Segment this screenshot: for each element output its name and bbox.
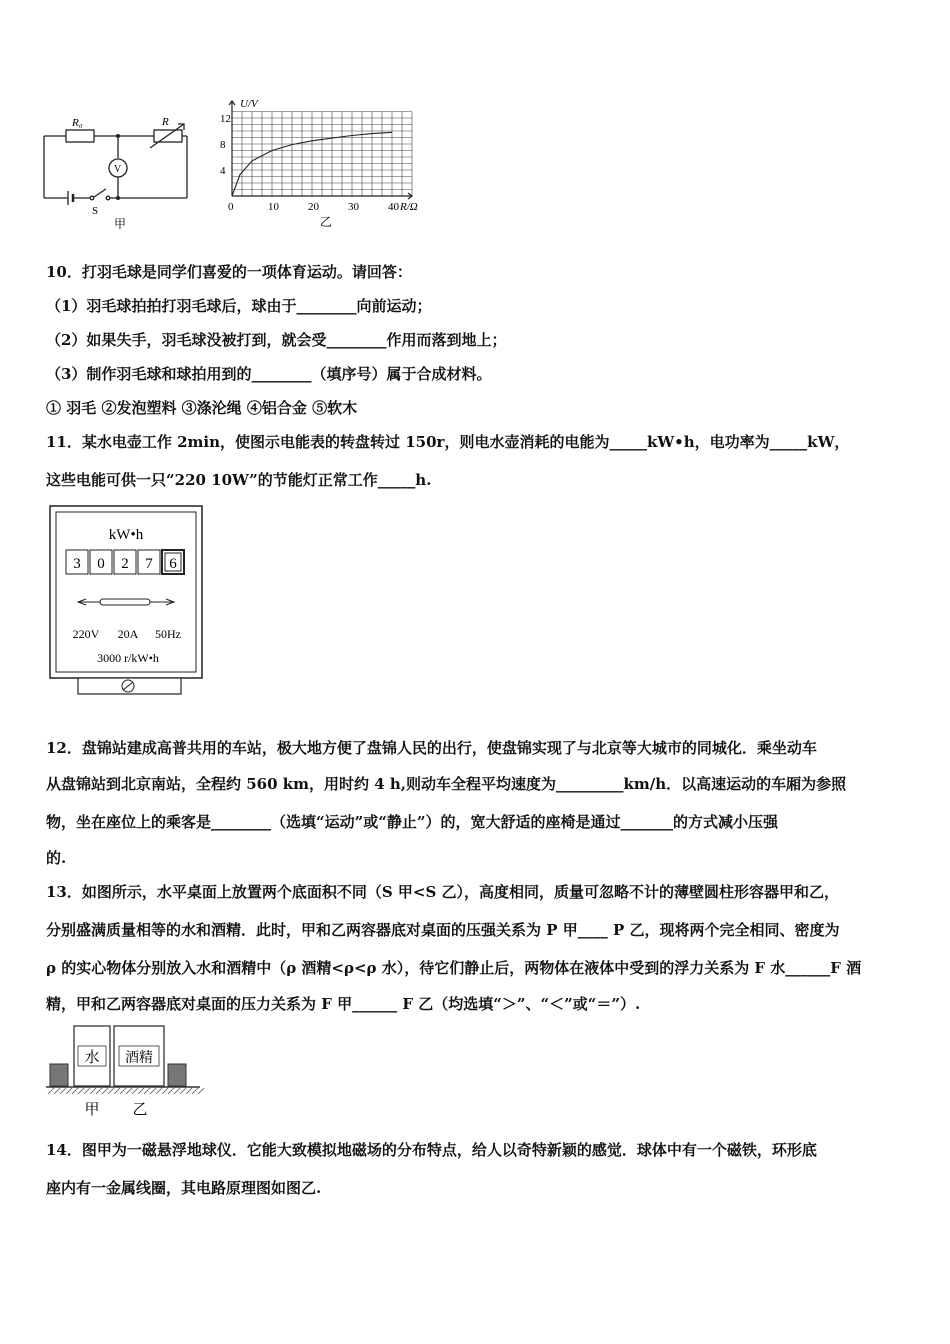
graph-caption: 乙	[320, 215, 333, 229]
q13-line2: 分别盛满质量相等的水和酒精．此时，甲和乙两容器底对桌面的压强关系为 P 甲____ P 乙，现将两个完全相同、密度为	[46, 921, 840, 939]
q12-line2: 从盘锦站到北京南站，全程约 560 km，用时约 4 h,则动车全程平均速度为_________km/h．以高速运动的车厢为参照	[46, 775, 847, 793]
q11-line2: 这些电能可供一只“220 10W”的节能灯正常工作_____h.	[46, 471, 432, 489]
alcohol-label: 酒精	[125, 1051, 153, 1066]
table-hatch	[108, 1088, 114, 1094]
table-hatch	[60, 1088, 66, 1094]
q13-line4: 精，甲和乙两容器底对桌面的压力关系为 F 甲______ F 乙（均选填“＞”、“＜”或“＝”）.	[46, 995, 641, 1013]
x-tick-label: 0	[228, 201, 234, 213]
table-hatch	[78, 1088, 84, 1094]
table-hatch	[156, 1088, 162, 1094]
table-hatch	[132, 1088, 138, 1094]
x-tick-label: 20	[308, 201, 319, 213]
table-hatch	[72, 1088, 78, 1094]
table-hatch	[174, 1088, 180, 1094]
resistor-r0	[66, 130, 94, 142]
q14-line2: 座内有一金属线圈，其电路原理图如图乙.	[46, 1179, 322, 1197]
u-r-graph	[212, 96, 438, 232]
x-tick-label: 30	[348, 201, 359, 213]
q12-line1: 12．盘锦站建成高普共用的车站，极大地方便了盘锦人民的出行，使盘锦实现了与北京等大城市的同城化．乘坐动车	[46, 739, 817, 757]
y-tick-label: 8	[220, 139, 226, 151]
table-hatch	[120, 1088, 126, 1094]
table-hatch	[180, 1088, 186, 1094]
meter-digit: 3	[73, 556, 81, 572]
table-hatch	[198, 1088, 204, 1094]
switch-icon	[94, 189, 106, 197]
q13-line3: ρ 的实心物体分别放入水和酒精中（ρ 酒精<ρ<ρ 水），待它们静止后，两物体在液体中受到的浮力关系为 F 水______F 酒	[46, 959, 862, 977]
table-hatch	[126, 1088, 132, 1094]
energy-meter	[48, 504, 208, 698]
meter-digit: 0	[97, 556, 105, 572]
r-label: R	[162, 116, 169, 128]
q13-line1: 13．如图所示，水平桌面上放置两个底面积不同（S 甲<S 乙），高度相同，质量可忽略不计的薄壁圆柱形容器甲和乙，	[46, 883, 840, 901]
x-tick-label: 10	[268, 201, 279, 213]
meter-unit: kW•h	[108, 527, 144, 543]
r0-label: R₀	[72, 117, 83, 129]
q12-line4: 的.	[46, 849, 67, 867]
table-hatch	[84, 1088, 90, 1094]
y-axis-label: U/V	[240, 98, 258, 110]
yi-label: 乙	[132, 1102, 148, 1118]
q10-part2: （2）如果失手，羽毛球没被打到，就会受________作用而落到地上；	[46, 331, 507, 349]
q12-line3: 物，坐在座位上的乘客是________（选填“运动”或“静止”）的，宽大舒适的座椅是通过_______的方式减小压强	[46, 813, 779, 831]
table-hatch	[192, 1088, 198, 1094]
table-hatch	[138, 1088, 144, 1094]
q10-part1: （1）羽毛球拍拍打羽毛球后，球由于________向前运动；	[46, 297, 432, 315]
switch-label: S	[92, 205, 99, 217]
meter-current: 20A	[117, 627, 139, 641]
table-hatch	[114, 1088, 120, 1094]
table-hatch	[54, 1088, 60, 1094]
x-axis-label: R/Ω	[400, 201, 418, 213]
table-hatch	[168, 1088, 174, 1094]
table-hatch	[144, 1088, 150, 1094]
meter-disc	[100, 599, 150, 605]
meter-digit: 7	[145, 556, 153, 572]
y-tick-label: 4	[220, 165, 226, 177]
table-hatch	[102, 1088, 108, 1094]
table-hatch	[90, 1088, 96, 1094]
water-label: 水	[84, 1050, 100, 1066]
meter-frequency: 50Hz	[155, 627, 181, 641]
circuit-caption: 甲	[114, 217, 127, 230]
voltmeter-label: V	[114, 164, 122, 175]
table-hatch	[96, 1088, 102, 1094]
containers-figure	[44, 1024, 204, 1120]
table-hatch	[162, 1088, 168, 1094]
meter-voltage: 220V	[72, 627, 100, 641]
jia-label: 甲	[84, 1102, 100, 1118]
q11-line1: 11．某水电壶工作 2min，使图示电能表的转盘转过 150r，则电水壶消耗的电能为_____kW•h，电功率为_____kW，	[46, 433, 850, 451]
q10-options: ① 羽毛 ②发泡塑料 ③涤沦绳 ④铝合金 ⑤软木	[46, 399, 358, 417]
q10-part3: （3）制作羽毛球和球拍用到的________（填序号）属于合成材料。	[46, 365, 492, 383]
table-hatch	[186, 1088, 192, 1094]
table-hatch	[66, 1088, 72, 1094]
circuit-diagram	[38, 112, 193, 230]
y-tick-label: 12	[220, 113, 231, 125]
meter-digit: 6	[169, 556, 177, 572]
meter-rate: 3000 r/kW•h	[97, 651, 159, 665]
q14-line1: 14．图甲为一磁悬浮地球仪．它能大致模拟地磁场的分布特点，给人以奇特新颖的感觉．球体中有一个磁铁，环形底	[46, 1141, 817, 1159]
x-tick-label: 40	[388, 201, 399, 213]
table-hatch	[150, 1088, 156, 1094]
table-hatch	[48, 1088, 54, 1094]
q10-stem: 10．打羽毛球是同学们喜爱的一项体育运动。请回答：	[46, 263, 412, 281]
meter-digit: 2	[121, 556, 129, 572]
